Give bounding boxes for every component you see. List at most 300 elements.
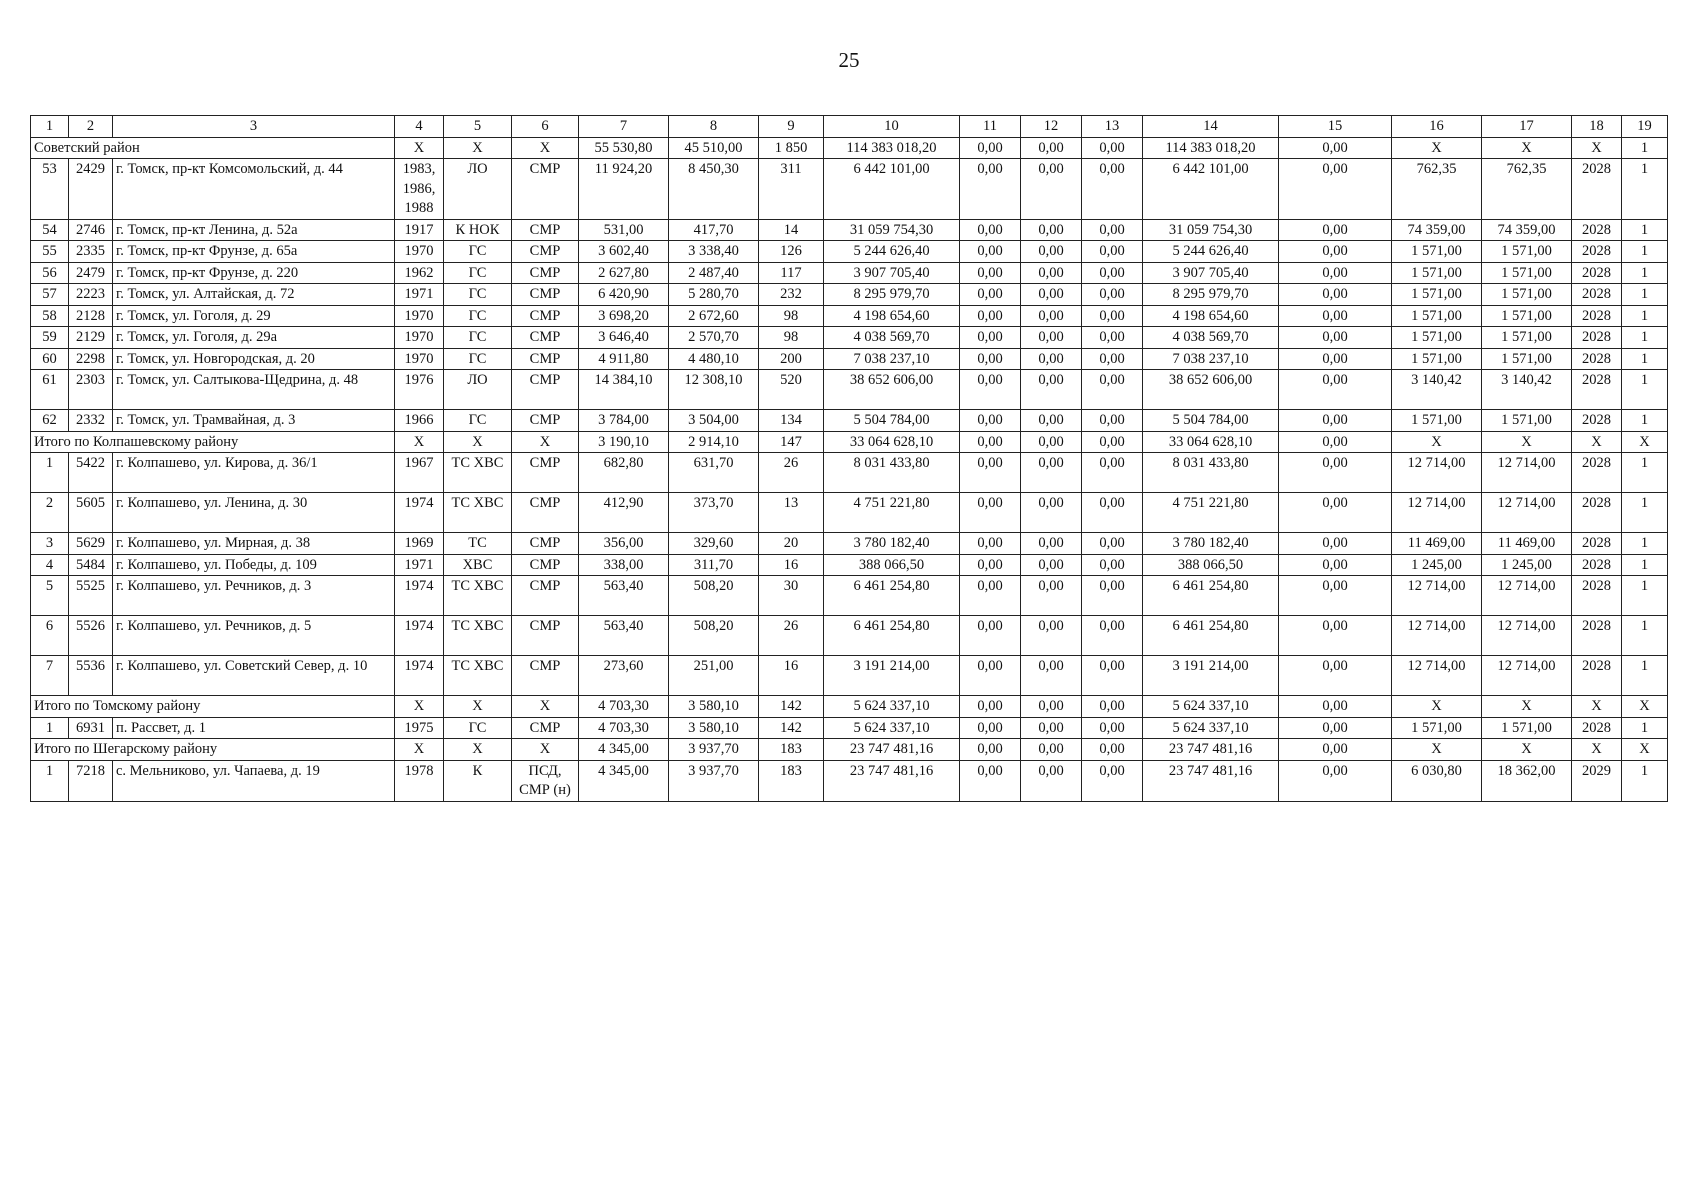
- table-cell: 1974: [395, 616, 444, 656]
- table-cell: 0,00: [1279, 616, 1392, 656]
- column-number-cell: 5: [444, 116, 512, 138]
- table-cell: 0,00: [1082, 219, 1143, 241]
- total-cell: 3 937,70: [669, 739, 759, 761]
- table-cell: 0,00: [1082, 554, 1143, 576]
- table-cell: 329,60: [669, 533, 759, 555]
- table-cell: 1 571,00: [1482, 327, 1572, 349]
- table-cell: 117: [759, 262, 824, 284]
- table-cell: 5484: [69, 554, 113, 576]
- table-cell: 6 461 254,80: [1143, 576, 1279, 616]
- table-cell: 1983, 1986, 1988: [395, 159, 444, 220]
- table-cell: 2028: [1572, 616, 1622, 656]
- total-cell: 1: [1622, 137, 1668, 159]
- table-cell: 1966: [395, 410, 444, 432]
- table-cell: 0,00: [1021, 493, 1082, 533]
- address-cell: г. Томск, пр-кт Фрунзе, д. 220: [113, 262, 395, 284]
- table-cell: 4 703,30: [579, 717, 669, 739]
- total-cell: X: [1392, 137, 1482, 159]
- table-cell: 98: [759, 327, 824, 349]
- table-cell: 1: [1622, 554, 1668, 576]
- total-cell: X: [1622, 739, 1668, 761]
- table-cell: 0,00: [1021, 554, 1082, 576]
- total-cell: 0,00: [1082, 696, 1143, 718]
- table-cell: 0,00: [960, 453, 1021, 493]
- table-cell: СМР: [512, 656, 579, 696]
- table-cell: 1976: [395, 370, 444, 410]
- table-cell: ТС: [444, 533, 512, 555]
- table-cell: 1 571,00: [1392, 262, 1482, 284]
- table-cell: 2028: [1572, 533, 1622, 555]
- table-cell: 12 714,00: [1482, 576, 1572, 616]
- table-row: [31, 656, 1668, 696]
- table-row: [31, 241, 1668, 263]
- table-cell: 6 461 254,80: [824, 616, 960, 656]
- table-cell: 2129: [69, 327, 113, 349]
- total-cell: X: [395, 696, 444, 718]
- table-cell: 53: [31, 159, 69, 220]
- table-cell: 2028: [1572, 554, 1622, 576]
- total-cell: 3 190,10: [579, 431, 669, 453]
- table-cell: СМР: [512, 305, 579, 327]
- table-cell: 58: [31, 305, 69, 327]
- total-cell: X: [512, 739, 579, 761]
- table-cell: 0,00: [1279, 262, 1392, 284]
- table-cell: 12 714,00: [1392, 493, 1482, 533]
- table-cell: 3 698,20: [579, 305, 669, 327]
- table-cell: 2298: [69, 348, 113, 370]
- table-cell: 2028: [1572, 159, 1622, 220]
- table-cell: 2028: [1572, 370, 1622, 410]
- table-cell: 7: [31, 656, 69, 696]
- table-cell: 0,00: [1021, 533, 1082, 555]
- column-number-cell: 7: [579, 116, 669, 138]
- table-cell: 0,00: [960, 717, 1021, 739]
- table-cell: 5 280,70: [669, 284, 759, 306]
- table-cell: 1 571,00: [1482, 262, 1572, 284]
- table-cell: 1975: [395, 717, 444, 739]
- table-cell: 1: [1622, 717, 1668, 739]
- table-cell: 0,00: [1279, 370, 1392, 410]
- table-cell: 8 031 433,80: [824, 453, 960, 493]
- table-cell: ГС: [444, 717, 512, 739]
- table-cell: 2028: [1572, 717, 1622, 739]
- column-number-cell: 13: [1082, 116, 1143, 138]
- column-number-cell: 17: [1482, 116, 1572, 138]
- table-cell: 16: [759, 554, 824, 576]
- table-cell: 0,00: [1082, 159, 1143, 220]
- total-cell: X: [395, 137, 444, 159]
- table-cell: 11 469,00: [1482, 533, 1572, 555]
- table-cell: 2028: [1572, 241, 1622, 263]
- total-cell: X: [1392, 696, 1482, 718]
- table-cell: 1 571,00: [1482, 410, 1572, 432]
- table-cell: ГС: [444, 410, 512, 432]
- table-cell: 0,00: [960, 370, 1021, 410]
- table-cell: 26: [759, 453, 824, 493]
- table-cell: 4 038 569,70: [824, 327, 960, 349]
- table-cell: 0,00: [1279, 760, 1392, 801]
- table-cell: 1 571,00: [1392, 410, 1482, 432]
- address-cell: г. Томск, ул. Новгородская, д. 20: [113, 348, 395, 370]
- table-cell: 142: [759, 717, 824, 739]
- table-cell: ТС ХВС: [444, 616, 512, 656]
- table-cell: 1 571,00: [1392, 717, 1482, 739]
- table-cell: 0,00: [1082, 348, 1143, 370]
- table-cell: СМР: [512, 493, 579, 533]
- table-cell: 126: [759, 241, 824, 263]
- table-cell: СМР: [512, 717, 579, 739]
- column-number-cell: 14: [1143, 116, 1279, 138]
- table-cell: 0,00: [1082, 327, 1143, 349]
- table-cell: 1974: [395, 493, 444, 533]
- table-cell: 0,00: [1279, 533, 1392, 555]
- table-cell: 5 244 626,40: [824, 241, 960, 263]
- total-cell: 0,00: [960, 696, 1021, 718]
- table-cell: ТС ХВС: [444, 453, 512, 493]
- table-cell: 38 652 606,00: [1143, 370, 1279, 410]
- table-cell: 0,00: [960, 348, 1021, 370]
- table-cell: 631,70: [669, 453, 759, 493]
- table-cell: 3 646,40: [579, 327, 669, 349]
- table-cell: 0,00: [1021, 262, 1082, 284]
- table-cell: 1917: [395, 219, 444, 241]
- total-cell: 0,00: [1279, 739, 1392, 761]
- table-cell: 311: [759, 159, 824, 220]
- table-cell: 1: [31, 453, 69, 493]
- table-cell: 56: [31, 262, 69, 284]
- table-cell: 3 140,42: [1482, 370, 1572, 410]
- table-cell: 0,00: [1021, 616, 1082, 656]
- table-cell: 16: [759, 656, 824, 696]
- table-cell: 5 504 784,00: [1143, 410, 1279, 432]
- table-cell: 3 907 705,40: [824, 262, 960, 284]
- table-row: [31, 327, 1668, 349]
- table-cell: 1974: [395, 576, 444, 616]
- total-cell: 0,00: [1279, 431, 1392, 453]
- table-cell: 4 038 569,70: [1143, 327, 1279, 349]
- table-cell: 356,00: [579, 533, 669, 555]
- table-cell: 4 751 221,80: [1143, 493, 1279, 533]
- table-cell: 417,70: [669, 219, 759, 241]
- table-cell: 0,00: [1021, 284, 1082, 306]
- table-cell: 30: [759, 576, 824, 616]
- total-cell: 183: [759, 739, 824, 761]
- table-cell: 0,00: [960, 760, 1021, 801]
- table-cell: 1: [1622, 760, 1668, 801]
- total-cell: X: [1572, 739, 1622, 761]
- table-cell: СМР: [512, 453, 579, 493]
- table-cell: 5422: [69, 453, 113, 493]
- table-row: [31, 348, 1668, 370]
- table-cell: 412,90: [579, 493, 669, 533]
- table-cell: 0,00: [1279, 305, 1392, 327]
- table-cell: 2028: [1572, 493, 1622, 533]
- district-total-row: [31, 137, 1668, 159]
- table-cell: 5: [31, 576, 69, 616]
- total-cell: X: [1482, 431, 1572, 453]
- column-number-cell: 10: [824, 116, 960, 138]
- table-row: [31, 284, 1668, 306]
- table-cell: 1: [1622, 159, 1668, 220]
- table-cell: 1 571,00: [1392, 305, 1482, 327]
- table-cell: 6 461 254,80: [824, 576, 960, 616]
- table-cell: 200: [759, 348, 824, 370]
- total-cell: X: [512, 696, 579, 718]
- table-cell: 12 714,00: [1392, 616, 1482, 656]
- table-cell: 2746: [69, 219, 113, 241]
- table-cell: 1: [31, 760, 69, 801]
- table-cell: 3 140,42: [1392, 370, 1482, 410]
- table-row: [31, 219, 1668, 241]
- table-cell: ТС ХВС: [444, 493, 512, 533]
- table-cell: 2332: [69, 410, 113, 432]
- table-cell: 0,00: [1082, 616, 1143, 656]
- table-cell: 563,40: [579, 576, 669, 616]
- total-cell: 0,00: [1082, 431, 1143, 453]
- table-cell: 1: [1622, 576, 1668, 616]
- district-label: Итого по Колпашевскому району: [31, 431, 395, 453]
- table-cell: 3 504,00: [669, 410, 759, 432]
- table-cell: 1 571,00: [1482, 305, 1572, 327]
- table-cell: 1: [31, 717, 69, 739]
- table-cell: 5 244 626,40: [1143, 241, 1279, 263]
- table-cell: СМР: [512, 219, 579, 241]
- total-cell: 33 064 628,10: [1143, 431, 1279, 453]
- table-cell: 0,00: [1082, 370, 1143, 410]
- total-cell: 45 510,00: [669, 137, 759, 159]
- total-cell: X: [444, 137, 512, 159]
- table-cell: 0,00: [1082, 656, 1143, 696]
- table-cell: 1: [1622, 305, 1668, 327]
- table-cell: 0,00: [1082, 453, 1143, 493]
- table-cell: 1978: [395, 760, 444, 801]
- table-cell: СМР: [512, 554, 579, 576]
- table-cell: 1: [1622, 616, 1668, 656]
- table-cell: 31 059 754,30: [1143, 219, 1279, 241]
- table-row: [31, 493, 1668, 533]
- table-cell: 8 450,30: [669, 159, 759, 220]
- table-cell: 508,20: [669, 616, 759, 656]
- table-cell: 3 780 182,40: [1143, 533, 1279, 555]
- address-cell: г. Томск, ул. Алтайская, д. 72: [113, 284, 395, 306]
- table-cell: ХВС: [444, 554, 512, 576]
- table-cell: 0,00: [1279, 241, 1392, 263]
- table-row: [31, 410, 1668, 432]
- table-cell: 0,00: [1279, 410, 1392, 432]
- column-number-cell: 1: [31, 116, 69, 138]
- total-cell: 2 914,10: [669, 431, 759, 453]
- table-cell: 3: [31, 533, 69, 555]
- address-cell: г. Колпашево, ул. Победы, д. 109: [113, 554, 395, 576]
- table-cell: 0,00: [960, 616, 1021, 656]
- table-cell: 0,00: [960, 159, 1021, 220]
- table-cell: 1974: [395, 656, 444, 696]
- table-cell: 1970: [395, 241, 444, 263]
- table-cell: 0,00: [1021, 656, 1082, 696]
- table-row: [31, 159, 1668, 220]
- total-cell: X: [1622, 431, 1668, 453]
- table-row: [31, 305, 1668, 327]
- table-cell: 61: [31, 370, 69, 410]
- table-cell: 3 580,10: [669, 717, 759, 739]
- table-cell: СМР: [512, 576, 579, 616]
- table-cell: 508,20: [669, 576, 759, 616]
- total-cell: X: [1392, 739, 1482, 761]
- table-cell: 1 571,00: [1392, 327, 1482, 349]
- table-cell: 0,00: [1082, 717, 1143, 739]
- table-cell: 0,00: [1021, 453, 1082, 493]
- table-cell: 11 924,20: [579, 159, 669, 220]
- table-cell: СМР: [512, 159, 579, 220]
- column-number-cell: 18: [1572, 116, 1622, 138]
- total-cell: 1 850: [759, 137, 824, 159]
- table-cell: 388 066,50: [824, 554, 960, 576]
- total-cell: X: [444, 696, 512, 718]
- table-cell: 8 295 979,70: [1143, 284, 1279, 306]
- table-cell: 0,00: [1279, 327, 1392, 349]
- district-label: Итого по Томскому району: [31, 696, 395, 718]
- table-cell: 6 420,90: [579, 284, 669, 306]
- table-cell: ПСД, СМР (н): [512, 760, 579, 801]
- table-cell: 0,00: [1279, 159, 1392, 220]
- table-cell: 12 714,00: [1482, 616, 1572, 656]
- table-cell: 388 066,50: [1143, 554, 1279, 576]
- table-cell: 0,00: [1279, 717, 1392, 739]
- table-cell: 1 571,00: [1392, 241, 1482, 263]
- table-cell: 1 571,00: [1392, 284, 1482, 306]
- table-cell: 7218: [69, 760, 113, 801]
- table-cell: 12 714,00: [1482, 493, 1572, 533]
- table-cell: 4 345,00: [579, 760, 669, 801]
- table-cell: 0,00: [960, 493, 1021, 533]
- table-cell: 0,00: [1082, 533, 1143, 555]
- table-cell: 531,00: [579, 219, 669, 241]
- table-cell: ГС: [444, 262, 512, 284]
- total-cell: 114 383 018,20: [824, 137, 960, 159]
- table-cell: 4 198 654,60: [1143, 305, 1279, 327]
- total-cell: 23 747 481,16: [824, 739, 960, 761]
- table-cell: 98: [759, 305, 824, 327]
- address-cell: г. Томск, ул. Гоголя, д. 29а: [113, 327, 395, 349]
- table-cell: 1 571,00: [1482, 717, 1572, 739]
- address-cell: с. Мельниково, ул. Чапаева, д. 19: [113, 760, 395, 801]
- table-cell: 1: [1622, 493, 1668, 533]
- total-cell: 5 624 337,10: [824, 696, 960, 718]
- table-cell: 1: [1622, 370, 1668, 410]
- table-cell: 2128: [69, 305, 113, 327]
- table-cell: 1: [1622, 410, 1668, 432]
- table-cell: 26: [759, 616, 824, 656]
- table-cell: 12 308,10: [669, 370, 759, 410]
- table-cell: 1967: [395, 453, 444, 493]
- table-row: [31, 533, 1668, 555]
- table-cell: 1970: [395, 348, 444, 370]
- table-cell: 2028: [1572, 262, 1622, 284]
- address-cell: г. Томск, ул. Трамвайная, д. 3: [113, 410, 395, 432]
- table-cell: 1970: [395, 305, 444, 327]
- total-cell: 0,00: [1021, 431, 1082, 453]
- address-cell: г. Томск, пр-кт Ленина, д. 52а: [113, 219, 395, 241]
- total-cell: X: [512, 431, 579, 453]
- table-cell: 1: [1622, 533, 1668, 555]
- total-cell: 114 383 018,20: [1143, 137, 1279, 159]
- table-cell: 2028: [1572, 453, 1622, 493]
- table-cell: 3 602,40: [579, 241, 669, 263]
- table-cell: 11 469,00: [1392, 533, 1482, 555]
- table-cell: 4 198 654,60: [824, 305, 960, 327]
- total-cell: X: [1482, 739, 1572, 761]
- address-cell: п. Рассвет, д. 1: [113, 717, 395, 739]
- table-cell: 2 570,70: [669, 327, 759, 349]
- table-cell: 1 571,00: [1482, 284, 1572, 306]
- total-cell: 4 345,00: [579, 739, 669, 761]
- table-cell: 6: [31, 616, 69, 656]
- table-cell: 14: [759, 219, 824, 241]
- table-cell: 6 461 254,80: [1143, 616, 1279, 656]
- table-cell: 0,00: [1279, 453, 1392, 493]
- table-cell: 1970: [395, 327, 444, 349]
- column-number-cell: 11: [960, 116, 1021, 138]
- table-cell: 2 672,60: [669, 305, 759, 327]
- table-cell: 1: [1622, 219, 1668, 241]
- table-cell: 1971: [395, 284, 444, 306]
- table-cell: 3 780 182,40: [824, 533, 960, 555]
- table-cell: 55: [31, 241, 69, 263]
- table-cell: СМР: [512, 262, 579, 284]
- table-cell: 12 714,00: [1392, 453, 1482, 493]
- table-cell: 0,00: [1082, 410, 1143, 432]
- total-cell: 23 747 481,16: [1143, 739, 1279, 761]
- table-cell: 2303: [69, 370, 113, 410]
- table-cell: 2028: [1572, 656, 1622, 696]
- table-cell: 23 747 481,16: [1143, 760, 1279, 801]
- table-cell: СМР: [512, 284, 579, 306]
- table-cell: 54: [31, 219, 69, 241]
- table-cell: 0,00: [960, 533, 1021, 555]
- table-cell: 6 442 101,00: [824, 159, 960, 220]
- table-cell: 0,00: [960, 284, 1021, 306]
- table-cell: 5536: [69, 656, 113, 696]
- table-row: [31, 262, 1668, 284]
- table-cell: 0,00: [1082, 284, 1143, 306]
- district-total-row: [31, 739, 1668, 761]
- district-label: Советский район: [31, 137, 395, 159]
- table-cell: 682,80: [579, 453, 669, 493]
- table-cell: 0,00: [1021, 159, 1082, 220]
- table-cell: 2223: [69, 284, 113, 306]
- page-number: 25: [838, 48, 860, 72]
- address-cell: г. Томск, пр-кт Комсомольский, д. 44: [113, 159, 395, 220]
- table-cell: 0,00: [1021, 717, 1082, 739]
- table-cell: 311,70: [669, 554, 759, 576]
- total-cell: X: [1572, 696, 1622, 718]
- table-cell: 183: [759, 760, 824, 801]
- table-body: [31, 116, 1668, 802]
- total-cell: X: [444, 431, 512, 453]
- total-cell: 0,00: [1279, 696, 1392, 718]
- table-cell: 3 784,00: [579, 410, 669, 432]
- table-cell: 1: [1622, 262, 1668, 284]
- table-cell: 4: [31, 554, 69, 576]
- table-cell: 74 359,00: [1392, 219, 1482, 241]
- table-cell: ЛО: [444, 159, 512, 220]
- total-cell: 0,00: [960, 739, 1021, 761]
- column-number-cell: 16: [1392, 116, 1482, 138]
- column-number-cell: 9: [759, 116, 824, 138]
- table-cell: 5629: [69, 533, 113, 555]
- district-total-row: [31, 431, 1668, 453]
- total-cell: 3 580,10: [669, 696, 759, 718]
